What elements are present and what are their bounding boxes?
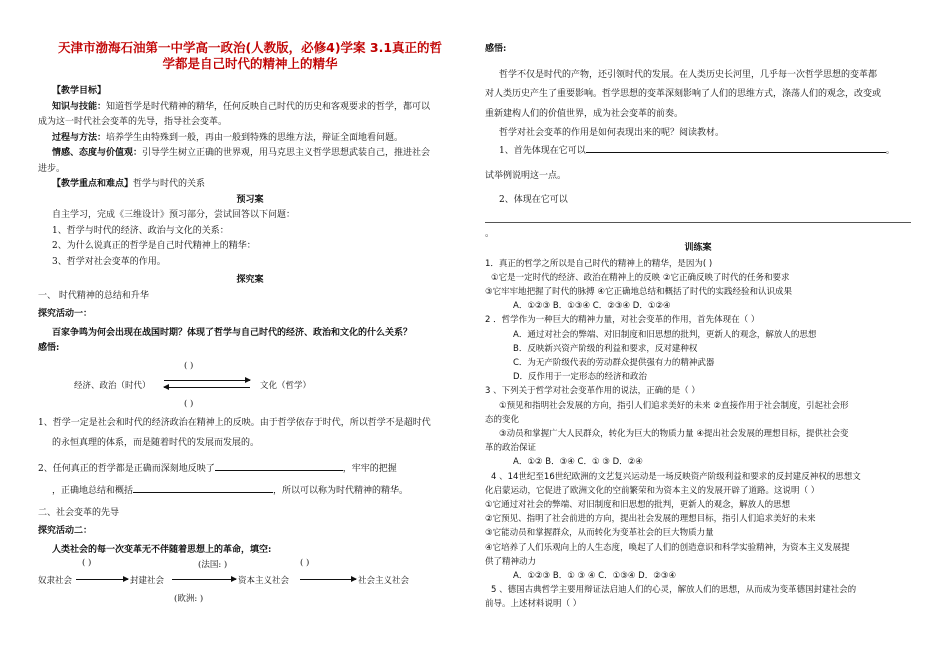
left-column <box>38 40 462 608</box>
q4-stem-2: 化启蒙运动，它促进了欧洲文化的空前繁荣和为资本主义的发展开辟了道路。这说明（ ） <box>485 485 820 496</box>
blank-line <box>586 142 886 153</box>
insight-label: 感悟: <box>38 343 60 353</box>
right-question: 哲学对社会变革的作用是如何表现出来的呢？阅读教材。 <box>499 128 725 138</box>
right-insight-label: 感悟: <box>485 44 507 54</box>
diagram2-arrow3 <box>300 579 356 580</box>
q4-option-2: ②它预见、指明了社会前进的方向，提出社会发展的理想目标，指引人们追求美好的未来 <box>485 514 816 525</box>
knowledge-goal <box>38 100 462 116</box>
blank-line <box>215 460 343 471</box>
point1-line1: 1、哲学一定是社会和时代的经济政治在精神上的反映。由于哲学依存于时代，所以哲学不是超时代 <box>38 417 431 428</box>
process-text: 培养学生由特殊到一般，再由一般到特殊的思维方法，辩证全面地看问题。 <box>106 132 404 143</box>
diagram2-europe: (欧洲: ) <box>174 594 204 604</box>
diagram1-paren-bottom: ( ) <box>184 398 194 409</box>
point2-text-a: 2、任何真正的哲学都是正确而深刻地反映了 <box>38 463 215 474</box>
diagram2-stage2: 封建社会 <box>130 576 165 586</box>
q2-option-c: C．为无产阶级代表的劳动群众提供强有力的精神武器 <box>513 357 715 368</box>
q3-choices: A．①② B．③④ C．① ③ D．②④ <box>513 457 643 468</box>
right-para1-line2: 对人类历史产生了重要影响。哲学思想的变革深刻影响了人们的思维方式，涤荡人们的观念，改变或 <box>485 89 882 99</box>
training-heading: 训练案 <box>684 243 712 253</box>
training-questions <box>485 257 911 612</box>
item1-text: 1、首先体现在它可以 <box>499 145 586 156</box>
q3-options-1: ①预见和指明社会发展的方向，指引人们追求美好的未来 ②直接作用于社会制度，引起社会形 <box>499 400 849 411</box>
social-stages-diagram <box>38 558 462 608</box>
knowledge-label: 知识与技能： <box>52 101 107 112</box>
focus-label: 【教学重点和难点】 <box>52 179 134 189</box>
emotion-text: 引导学生树立正确的世界观，用马克思主义哲学思想武装自己，推进社会 <box>142 148 431 158</box>
preview-heading: 预习案 <box>236 194 264 205</box>
answer-rule <box>485 222 911 223</box>
diagram1-paren-top: ( ) <box>184 360 194 371</box>
economy-culture-diagram <box>38 357 462 413</box>
right-trailing-mark: 。 <box>485 229 495 239</box>
emotion-label: 情感、态度与价值观： <box>52 148 143 158</box>
goals-heading: 【教学目标】 <box>52 86 107 96</box>
q1-options-2: ③它牢牢地把握了时代的脉搏 ④它正确地总结和概括了时代的实践经验和认识成果 <box>485 286 792 297</box>
q1-stem: 1．真正的哲学之所以是自己时代的精神上的精华，是因为( ) <box>485 258 713 269</box>
section2-heading: 二、社会变革的先导 <box>38 507 120 518</box>
activity2-label: 探究活动二： <box>38 526 93 536</box>
q5-stem-2: 前导。上述材料说明（ ） <box>485 599 582 610</box>
diagram2-stage1: 奴隶社会 <box>38 576 73 586</box>
diagram2-stage4: 社会主义社会 <box>358 576 410 586</box>
q4-option-3: ③它能动员和掌握群众，从而转化为变革社会的巨大物质力量 <box>485 528 714 539</box>
q4-option-1: ①它通过对社会的弊端、对旧制度和旧思想的批判，更新人的观念，解放人的思想 <box>485 499 791 510</box>
section1-heading: 一、 时代精神的总结和升华 <box>38 290 149 301</box>
point2-text-c: ，正确地总结和概括 <box>52 486 134 496</box>
item1-period: 。 <box>885 145 895 156</box>
preview-q3: 3、哲学对社会变革的作用。 <box>52 256 166 267</box>
preview-q1: 1、哲学与时代的经济、政治与文化的关系： <box>52 225 229 236</box>
right-para1-line3: 重新建构人们的价值世界，成为社会变革的前奏。 <box>485 108 684 119</box>
point1-line2: 的永恒真理的体系，而是随着时代的发展而发展的。 <box>52 438 260 448</box>
preview-q2: 2、为什么说真正的哲学是自己时代精神上的精华： <box>52 241 256 251</box>
diagram2-stage3: 资本主义社会 <box>238 576 290 586</box>
knowledge-goal-cont: 成为这一时代社会变革的先导，指导社会变革。 <box>38 117 228 127</box>
diagram2-france: (法国: ) <box>198 560 228 570</box>
activity2-question: 人类社会的每一次变革无不伴随着思想上的革命，填空: <box>52 544 272 555</box>
q2-option-b: B．反映新兴资产阶级的利益和要求，反对建种权 <box>513 343 698 354</box>
right-para1-line1: 哲学不仅是时代的产物，还引领时代的发展。在人类历史长河里，几乎每一次哲学思想的变革都 <box>499 69 878 80</box>
blank-line <box>133 482 273 493</box>
right-item2: 2、体现在它可以 <box>499 194 568 205</box>
page-title-line2: 学都是自己时代的精神上的精华 <box>162 56 338 71</box>
preview-intro: 自主学习，完成《三维设计》预习部分，尝试回答以下问题： <box>52 210 296 220</box>
process-goal <box>38 131 462 147</box>
diagram1-right-label: 文化（哲学） <box>260 380 312 391</box>
q3-options-2: ③动员和掌握广大人民群众，转化为巨大的物质力量 ④提出社会发展的理想目标，提供社会变 <box>499 428 849 439</box>
q4-stem-1: 4 、14世纪至16世纪欧洲的文艺复兴运动是一场反映资产阶级利益和要求的反封建反神权的思想文 <box>491 471 861 482</box>
point2-text-d: ，所以可以称为时代精神的精华。 <box>273 486 409 496</box>
page-title <box>38 40 462 72</box>
diagram2-paren1: ( ) <box>82 558 92 568</box>
diagram2-arrow1 <box>76 579 128 580</box>
activity1-label: 探究活动一： <box>38 309 93 319</box>
diagram1-arrow-left <box>164 387 250 388</box>
q2-option-d: D．反作用于一定形态的经济和政治 <box>513 372 648 383</box>
right-example: 试举例说明这一点。 <box>485 171 567 181</box>
point2-line1 <box>38 460 462 478</box>
q3-stem: 3 、下列关于哲学对社会变革作用的说法，正确的是（ ） <box>485 386 700 397</box>
right-column <box>485 42 911 612</box>
knowledge-text: 知道哲学是时代精神的精华，任何反映自己时代的历史和客观要求的哲学，都可以 <box>106 101 431 112</box>
right-item1 <box>485 142 911 160</box>
activity1-question: 百家争鸣为何会出现在战国时期？体现了哲学与自己时代的经济、政治和文化的什么关系？ <box>52 327 413 338</box>
q4-option-4b: 供了精神动力 <box>485 556 537 567</box>
q5-stem-1: 5 、德国古典哲学主要用辩证法启迪人们的心灵，解放人们的思想，从而成为变革德国封建社会的 <box>491 585 857 596</box>
diagram1-arrow-right <box>164 380 250 381</box>
process-label: 过程与方法： <box>52 132 107 143</box>
q2-option-a: A．通过对社会的弊端、对旧制度和旧思想的批判，更新人的观念，解放人的思想 <box>513 329 817 340</box>
point2-text-b: ，牢牢的把握 <box>342 463 397 474</box>
q1-choices: A．①②③ B．①③④ C．②③④ D．①②④ <box>513 301 671 312</box>
q4-choices: A．①②③ B．① ③ ④ C．①③④ D．②③④ <box>513 570 677 581</box>
q3-options-2b: 革的政治保证 <box>485 443 537 454</box>
q1-options-1: ①它是一定时代的经济、政治在精神上的反映 ②它正确反映了时代的任务和要求 <box>491 272 790 283</box>
focus-text: 哲学与时代的关系 <box>133 179 206 189</box>
diagram1-left-label: 经济、政治（时代） <box>74 380 151 391</box>
emotion-goal <box>38 146 462 162</box>
emotion-goal-cont: 进步。 <box>38 163 66 174</box>
diagram2-paren3: ( ) <box>300 558 310 568</box>
explore-heading: 探究案 <box>236 275 264 285</box>
q2-stem: 2 ．哲学作为一种巨大的精神力量，对社会变革的作用，首先体现在（ ） <box>485 315 760 326</box>
point2-line2 <box>38 482 462 500</box>
diagram2-arrow2 <box>172 579 236 580</box>
focus-line <box>38 177 462 193</box>
page-title-line1: 天津市渤海石油第一中学高一政治(人教版，必修4)学案 3.1真正的哲 <box>57 40 443 55</box>
q4-option-4: ④它培养了人们乐观向上的人生态度，唤起了人们的创造意识和科学实验精神，为资本主义发展提 <box>485 542 850 553</box>
q3-options-1b: 态的变化 <box>485 414 520 425</box>
